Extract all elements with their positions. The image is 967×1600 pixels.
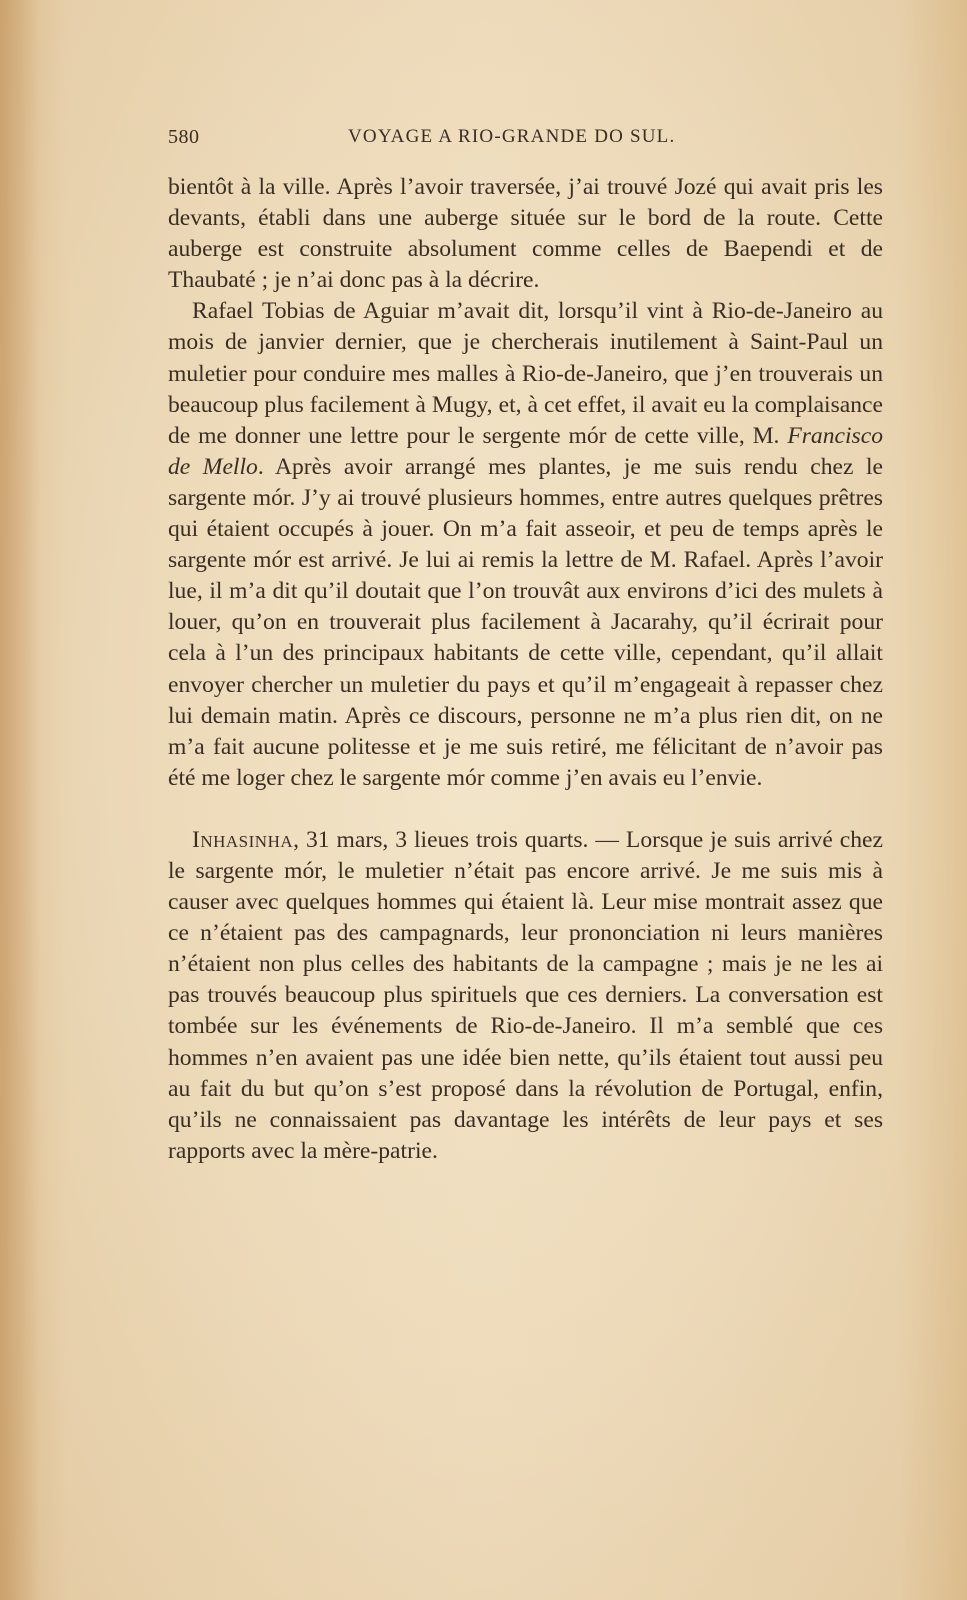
paragraph-1: bientôt à la ville. Après l’avoir traversée, j’ai trouvé Jozé qui avait pris les devants, établi dans une auberge située sur le bord de la route. Cette auberge est construite absolument comme celles de Baependi et de Thaubaté ; je n’ai donc pas à la décrire.: [168, 174, 883, 294]
place-name: Inhasinha: [192, 826, 294, 853]
paragraph-3-journal-entry: [168, 825, 883, 1167]
body-text: [168, 172, 883, 1167]
person-name-italic: Francisco de Mello: [168, 422, 883, 480]
running-title: VOYAGE A RIO-GRANDE DO SUL.: [348, 126, 676, 147]
journal-entry-text: , 31 mars, 3 lieues trois quarts. — Lorsque je suis arrivé chez le sargente mór, le muletier n’était pas encore arrivé. Je me suis mis à causer avec quelques hommes qui étaient là. Leur mise montrait assez que ce n’étaient pas des campagnards, leur prononciation ni leurs manières n’étaient non plus celles des habitants de la campagne ; mais je ne les ai pas trouvés beaucoup plus spirituels que ces derniers. La conversation est tombée sur les événements de Rio-de-Janeiro. Il m’a semblé que ces hommes n’en avaient pas une idée bien nette, qu’ils étaient tout aussi peu au fait du but qu’on s’est proposé dans la révolution de Portugal, enfin, qu’ils ne connaissaient pas davantage les intérêts de leur pays et ses rapports avec la mère-patrie.: [168, 826, 883, 1164]
paragraph-2-text-start: Rafael Tobias de Aguiar m’avait dit, lorsqu’il vint à Rio-de-Janeiro au mois de janvier dernier, que je chercherais inutilement à Saint-Paul un muletier pour conduire mes malles à Rio-de-Janeiro, que j’en trouverais un beaucoup plus facilement à Mugy, et, à cet effet, il avait eu la complaisance de me donner une lettre pour le sergente mór de cette ville, M.: [168, 298, 883, 449]
paragraph-2-text-end: . Après avoir arrangé mes plantes, je me suis rendu chez le sargente mór. J’y ai trouvé plusieurs hommes, entre autres quelques prêtres qui étaient occupés à jouer. On m’a fait asseoir, et peu de temps après le sargente mór est arrivé. Je lui ai remis la lettre de M. Rafael. Après l’avoir lue, il m’a dit qu’il doutait que l’on trouvât aux environs d’ici des mulets à louer, qu’on en trouverait plus facilement à Jacarahy, qu’il écrirait pour cela à l’un des principaux habitants de cette ville, cependant, qu’il allait envoyer chercher un muletier du pays et qu’il m’engageait à repasser chez lui demain matin. Après ce discours, personne ne m’a plus rien dit, on ne m’a fait aucune politesse et je me suis retiré, me félicitant de n’avoir pas été me loger chez le sargente mór comme j’en avais eu l’envie.: [168, 453, 883, 791]
paragraph-2: [168, 296, 883, 794]
page-number: 580: [168, 126, 200, 148]
page-header: [168, 126, 708, 156]
page-edge-shadow: [0, 0, 40, 1600]
